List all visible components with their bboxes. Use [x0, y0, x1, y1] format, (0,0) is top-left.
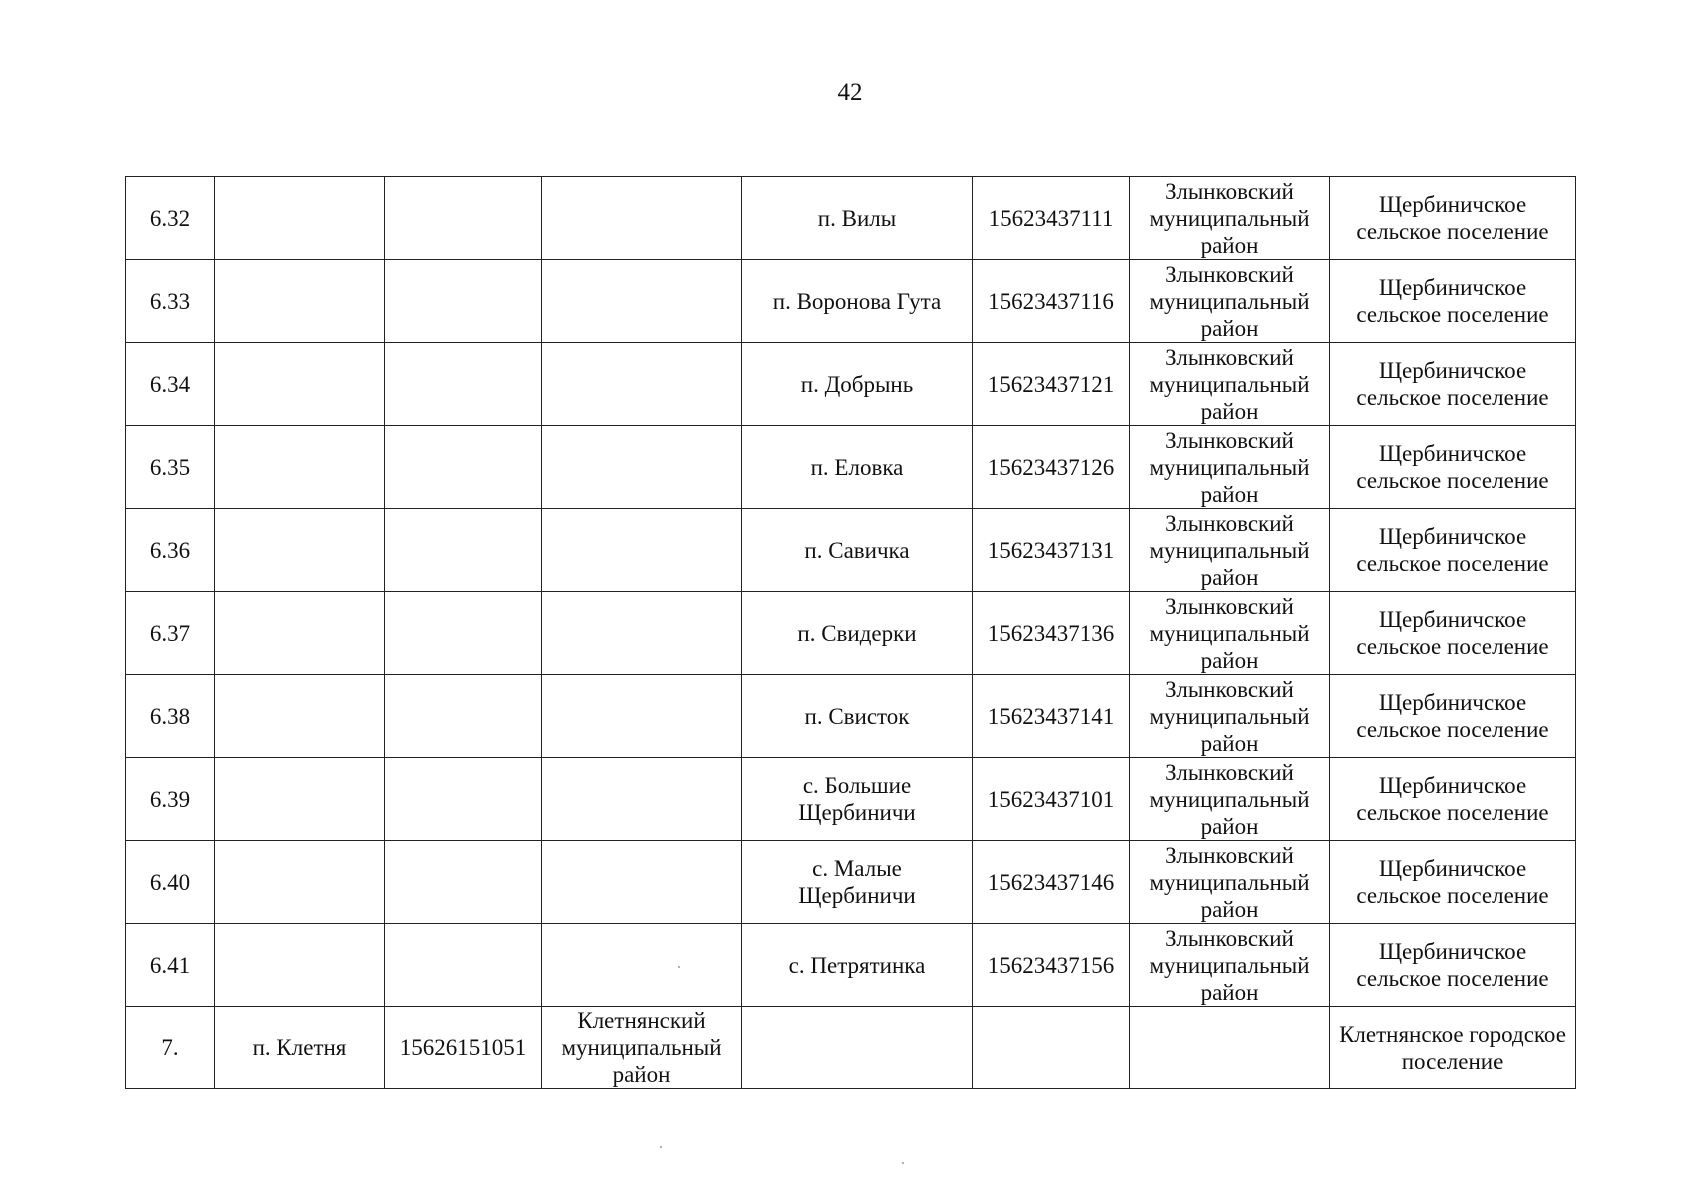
municipality-cell: [1330, 509, 1576, 592]
settlement-cell: [742, 675, 973, 758]
locality-code-cell: [385, 426, 542, 509]
locality-code-cell: [385, 592, 542, 675]
district-name: Злынковский муниципальный район: [1149, 427, 1310, 507]
district-cell: [1130, 343, 1330, 426]
code-cell: [973, 260, 1130, 343]
row-number: 6.38: [149, 703, 191, 729]
municipality-cell: [1330, 260, 1576, 343]
okato-code: 15623437131: [987, 537, 1115, 563]
table-row: [126, 675, 1576, 758]
locality-code: 15626151051: [399, 1035, 527, 1060]
locality-cell: [215, 177, 385, 260]
row-number: 6.33: [149, 288, 191, 314]
table-row: [126, 426, 1576, 509]
municipality-cell: [1330, 1007, 1576, 1089]
row-number: 6.41: [149, 952, 191, 978]
locality-district-cell: [542, 841, 742, 924]
municipality-name: Щербиничское сельское поселение: [1356, 773, 1549, 825]
district-cell: [1130, 509, 1330, 592]
district-name: Злынковский муниципальный район: [1149, 261, 1310, 341]
locality-code-cell: [385, 1007, 542, 1089]
locality-code-cell: [385, 841, 542, 924]
row-number-cell: [126, 675, 215, 758]
municipality-name: Щербиничское сельское поселение: [1356, 275, 1549, 327]
okato-code: 15623437121: [987, 371, 1115, 397]
locality-cell: [215, 924, 385, 1007]
page-number: 42: [837, 79, 863, 106]
table-row: [126, 758, 1576, 841]
settlement-name: п. Добрынь: [800, 371, 914, 397]
district-cell: [1130, 1007, 1330, 1089]
district-name: Злынковский муниципальный район: [1149, 842, 1310, 922]
locality-district-cell: [542, 177, 742, 260]
locality-district: Клетнянский муниципальный район: [561, 1008, 722, 1087]
row-number-cell: [126, 426, 215, 509]
municipality-name: Щербиничское сельское поселение: [1356, 856, 1549, 908]
district-cell: [1130, 592, 1330, 675]
okato-code: 15623437111: [988, 205, 1114, 231]
table-body: [126, 177, 1576, 1089]
district-name: Злынковский муниципальный район: [1149, 510, 1310, 590]
locality-cell: [215, 592, 385, 675]
code-cell: [973, 758, 1130, 841]
locality-code-cell: [385, 924, 542, 1007]
okato-code: 15623437136: [987, 620, 1115, 646]
locality-district-cell: [542, 1007, 742, 1089]
municipality-cell: [1330, 841, 1576, 924]
district-name: Злынковский муниципальный район: [1149, 925, 1310, 1005]
municipality-name: Щербиничское сельское поселение: [1356, 939, 1549, 991]
settlement-cell: [742, 260, 973, 343]
settlement-cell: [742, 509, 973, 592]
settlement-name: п. Еловка: [810, 454, 904, 480]
municipality-cell: [1330, 343, 1576, 426]
row-number: 6.35: [149, 454, 191, 480]
row-number-cell: [126, 509, 215, 592]
settlement-name: с. Малые Щербиничи: [798, 856, 916, 908]
locality-cell: [215, 758, 385, 841]
municipality-cell: [1330, 758, 1576, 841]
locality-district-cell: [542, 675, 742, 758]
settlement-cell: [742, 177, 973, 260]
row-number-cell: [126, 343, 215, 426]
municipality-cell: [1330, 924, 1576, 1007]
row-number: 6.34: [149, 371, 191, 397]
settlement-cell: [742, 343, 973, 426]
okato-code: 15623437116: [988, 288, 1114, 314]
row-number-cell: [126, 841, 215, 924]
locality-district-cell: [542, 509, 742, 592]
row-number: 6.36: [149, 537, 191, 563]
row-number-cell: [126, 758, 215, 841]
district-cell: [1130, 177, 1330, 260]
row-number: 7.: [161, 1035, 179, 1060]
locality-code-cell: [385, 177, 542, 260]
locality-district-cell: [542, 592, 742, 675]
row-number: 6.32: [149, 205, 191, 231]
locality-cell: [215, 841, 385, 924]
settlement-name: с. Петрятинка: [788, 952, 926, 978]
settlement-cell: [742, 592, 973, 675]
code-cell: [973, 177, 1130, 260]
municipality-name: Щербиничское сельское поселение: [1356, 441, 1549, 493]
locality-code-cell: [385, 260, 542, 343]
row-number: 6.37: [149, 620, 191, 646]
district-name: Злынковский муниципальный район: [1149, 759, 1310, 839]
locality-code-cell: [385, 758, 542, 841]
locality-cell: [215, 260, 385, 343]
row-number-cell: [126, 260, 215, 343]
municipality-name: Щербиничское сельское поселение: [1356, 358, 1549, 410]
locality-cell: [215, 426, 385, 509]
code-cell: [973, 841, 1130, 924]
locality: п. Клетня: [252, 1035, 347, 1060]
code-cell: [973, 1007, 1130, 1089]
code-cell: [973, 426, 1130, 509]
settlement-cell: [742, 426, 973, 509]
district-name: Злынковский муниципальный район: [1149, 344, 1310, 424]
locality-district-cell: [542, 260, 742, 343]
row-number-cell: [126, 592, 215, 675]
table-row: [126, 177, 1576, 260]
settlement-cell: [742, 924, 973, 1007]
locality-cell: [215, 675, 385, 758]
table-row: [126, 260, 1576, 343]
settlement-cell: [742, 758, 973, 841]
code-cell: [973, 592, 1130, 675]
table-row: [126, 592, 1576, 675]
locality-district-cell: [542, 426, 742, 509]
district-cell: [1130, 841, 1330, 924]
scan-speck: [678, 966, 680, 968]
municipality-name: Щербиничское сельское поселение: [1356, 690, 1549, 742]
table-row: [126, 841, 1576, 924]
row-number-cell: [126, 177, 215, 260]
district-name: Злынковский муниципальный район: [1149, 676, 1310, 756]
table-row: [126, 924, 1576, 1007]
okato-code: 15623437126: [987, 454, 1115, 480]
code-cell: [973, 924, 1130, 1007]
locality-cell: [215, 343, 385, 426]
okato-code: 15623437141: [987, 703, 1115, 729]
municipality-name: Щербиничское сельское поселение: [1356, 524, 1549, 576]
scan-speck: [902, 1162, 904, 1164]
municipality-cell: [1330, 592, 1576, 675]
row-number: 6.39: [149, 786, 191, 812]
municipality-cell: [1330, 426, 1576, 509]
locality-code-cell: [385, 675, 542, 758]
municipality-name: Щербиничское сельское поселение: [1356, 607, 1549, 659]
district-cell: [1130, 924, 1330, 1007]
district-cell: [1130, 675, 1330, 758]
district-name: Злынковский муниципальный район: [1149, 178, 1310, 258]
district-name: Злынковский муниципальный район: [1149, 593, 1310, 673]
table-row: [126, 509, 1576, 592]
locality-code-cell: [385, 509, 542, 592]
code-cell: [973, 675, 1130, 758]
code-cell: [973, 509, 1130, 592]
municipality-name: Щербиничское сельское поселение: [1356, 192, 1549, 244]
okato-code: 15623437146: [987, 869, 1115, 895]
locality-district-cell: [542, 343, 742, 426]
settlement-cell: [742, 1007, 973, 1089]
locality-cell: [215, 1007, 385, 1089]
okato-code: 15623437101: [987, 786, 1115, 812]
settlement-name: п. Савичка: [804, 537, 910, 563]
district-cell: [1130, 758, 1330, 841]
settlement-name: с. Большие Щербиничи: [798, 773, 916, 825]
settlements-table: [125, 176, 1576, 1089]
settlement-name: п. Вилы: [817, 205, 897, 231]
row-number-cell: [126, 1007, 215, 1089]
locality-code-cell: [385, 343, 542, 426]
municipality-cell: [1330, 177, 1576, 260]
district-cell: [1130, 260, 1330, 343]
locality-district-cell: [542, 924, 742, 1007]
locality-district-cell: [542, 758, 742, 841]
locality-cell: [215, 509, 385, 592]
okato-code: 15623437156: [987, 952, 1115, 978]
settlement-name: п. Воронова Гута: [772, 288, 942, 314]
table-row: [126, 1007, 1576, 1089]
district-cell: [1130, 426, 1330, 509]
settlement-name: п. Свисток: [804, 703, 910, 729]
scan-speck: [660, 1146, 662, 1148]
settlement-cell: [742, 841, 973, 924]
code-cell: [973, 343, 1130, 426]
municipality-cell: [1330, 675, 1576, 758]
row-number-cell: [126, 924, 215, 1007]
row-number: 6.40: [149, 869, 191, 895]
municipality-name: Клетнянское городское поселение: [1339, 1021, 1566, 1074]
table-row: [126, 343, 1576, 426]
settlement-name: п. Свидерки: [797, 620, 917, 646]
